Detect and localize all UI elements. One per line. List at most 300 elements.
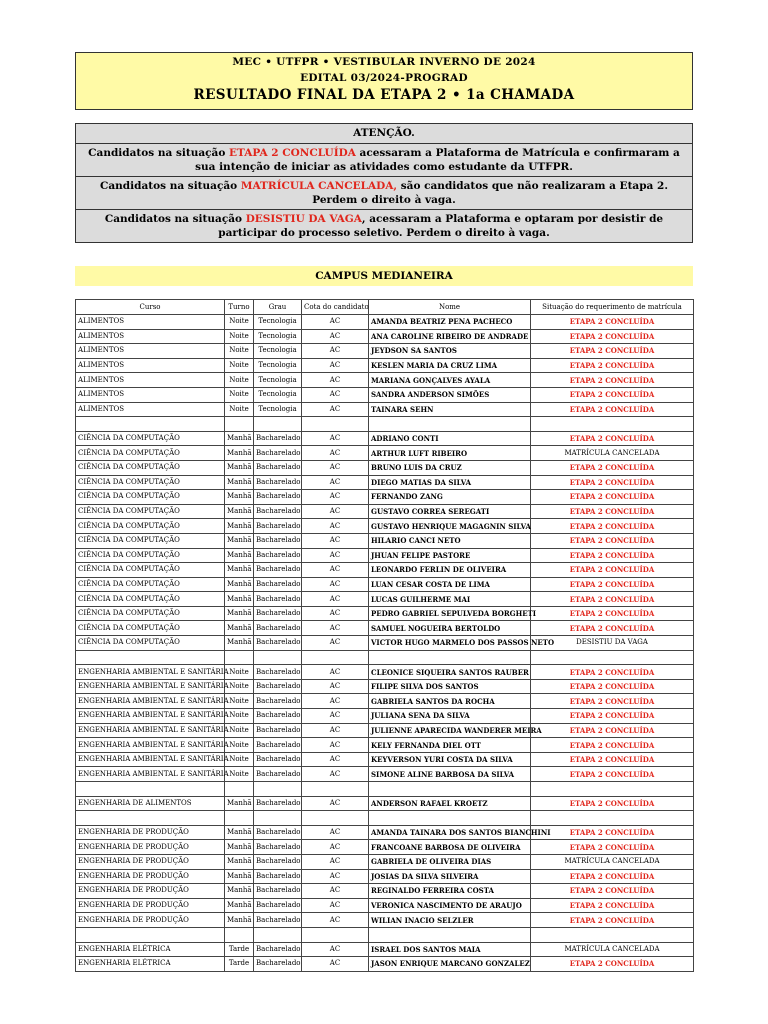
cell-cota: AC [302, 358, 369, 373]
cell-cota: AC [302, 957, 369, 972]
results-table-body [76, 315, 694, 972]
cell-grau: Bacharelado [254, 636, 302, 651]
table-spacer-row [76, 811, 694, 826]
cell-grau: Bacharelado [254, 679, 302, 694]
cell-cota: AC [302, 636, 369, 651]
cell-curso: ENGENHARIA AMBIENTAL E SANITÁRIA [76, 738, 225, 753]
cell-nome: JEYDSON SA SANTOS [369, 344, 531, 359]
cell-curso: ENGENHARIA DE PRODUÇÃO [76, 840, 225, 855]
cell-cota: AC [302, 504, 369, 519]
cell-nome: AMANDA BEATRIZ PENA PACHECO [369, 315, 531, 330]
table-row [76, 869, 694, 884]
cell-turno: Noite [225, 329, 254, 344]
cell-nome: ANDERSON RAFAEL KROETZ [369, 796, 531, 811]
empty-cell [254, 417, 302, 432]
empty-cell [76, 927, 225, 942]
cell-cota: AC [302, 592, 369, 607]
cell-turno: Manhã [225, 869, 254, 884]
notice-p2-status: MATRÍCULA CANCELADA, [240, 180, 398, 192]
cell-turno: Manhã [225, 898, 254, 913]
table-row [76, 431, 694, 446]
cell-turno: Tarde [225, 942, 254, 957]
table-row [76, 884, 694, 899]
cell-turno: Noite [225, 679, 254, 694]
cell-grau: Tecnologia [254, 402, 302, 417]
cell-grau: Bacharelado [254, 942, 302, 957]
cell-situacao: ETAPA 2 CONCLUÍDA [531, 329, 694, 344]
cell-turno: Noite [225, 665, 254, 680]
cell-grau: Bacharelado [254, 957, 302, 972]
cell-situacao: ETAPA 2 CONCLUÍDA [531, 533, 694, 548]
cell-grau: Bacharelado [254, 709, 302, 724]
cell-grau: Bacharelado [254, 548, 302, 563]
cell-curso: CIÊNCIA DA COMPUTAÇÃO [76, 563, 225, 578]
cell-situacao: ETAPA 2 CONCLUÍDA [531, 344, 694, 359]
cell-turno: Tarde [225, 957, 254, 972]
empty-cell [302, 927, 369, 942]
empty-cell [302, 782, 369, 797]
empty-cell [254, 650, 302, 665]
cell-curso: CIÊNCIA DA COMPUTAÇÃO [76, 606, 225, 621]
table-row [76, 577, 694, 592]
cell-nome: JULIENNE APARECIDA WANDERER MEIRA [369, 723, 531, 738]
column-header-curso: Curso [76, 300, 225, 315]
table-row [76, 446, 694, 461]
cell-situacao: ETAPA 2 CONCLUÍDA [531, 767, 694, 782]
empty-cell [531, 650, 694, 665]
cell-nome: FILIPE SILVA DOS SANTOS [369, 679, 531, 694]
cell-cota: AC [302, 431, 369, 446]
cell-situacao: ETAPA 2 CONCLUÍDA [531, 563, 694, 578]
cell-grau: Bacharelado [254, 490, 302, 505]
cell-curso: ALIMENTOS [76, 358, 225, 373]
cell-grau: Bacharelado [254, 884, 302, 899]
empty-cell [254, 782, 302, 797]
table-row [76, 636, 694, 651]
cell-nome: SANDRA ANDERSON SIMÕES [369, 387, 531, 402]
column-header-grau: Grau [254, 300, 302, 315]
cell-grau: Bacharelado [254, 606, 302, 621]
cell-cota: AC [302, 869, 369, 884]
cell-nome: GUSTAVO CORREA SEREGATI [369, 504, 531, 519]
empty-cell [225, 782, 254, 797]
cell-grau: Bacharelado [254, 533, 302, 548]
cell-curso: ENGENHARIA AMBIENTAL E SANITÁRIA [76, 723, 225, 738]
cell-grau: Tecnologia [254, 344, 302, 359]
cell-situacao: ETAPA 2 CONCLUÍDA [531, 460, 694, 475]
cell-turno: Manhã [225, 475, 254, 490]
cell-grau: Bacharelado [254, 592, 302, 607]
cell-nome: TAINARA SEHN [369, 402, 531, 417]
cell-nome: VICTOR HUGO MARMELO DOS PASSOS NETO [369, 636, 531, 651]
cell-curso: CIÊNCIA DA COMPUTAÇÃO [76, 475, 225, 490]
cell-cota: AC [302, 752, 369, 767]
cell-cota: AC [302, 490, 369, 505]
empty-cell [302, 650, 369, 665]
notice-p3-text: , acessaram a Plataforma e optaram por desistir de participar do processo seletivo. Perdem o direito à vaga. [218, 213, 664, 239]
cell-turno: Manhã [225, 460, 254, 475]
empty-cell [369, 782, 531, 797]
cell-grau: Bacharelado [254, 738, 302, 753]
cell-grau: Bacharelado [254, 898, 302, 913]
cell-curso: ENGENHARIA ELÉTRICA [76, 957, 225, 972]
cell-situacao: ETAPA 2 CONCLUÍDA [531, 869, 694, 884]
cell-nome: KEYVERSON YURI COSTA DA SILVA [369, 752, 531, 767]
cell-nome: ANA CAROLINE RIBEIRO DE ANDRADE [369, 329, 531, 344]
page-title: RESULTADO FINAL DA ETAPA 2 • 1a CHAMADA [193, 87, 575, 103]
cell-turno: Noite [225, 709, 254, 724]
document-header [75, 52, 693, 110]
empty-cell [369, 650, 531, 665]
cell-nome: JOSIAS DA SILVA SILVEIRA [369, 869, 531, 884]
cell-cota: AC [302, 402, 369, 417]
cell-situacao: ETAPA 2 CONCLUÍDA [531, 898, 694, 913]
table-row [76, 533, 694, 548]
header-line-1: MEC • UTFPR • VESTIBULAR INVERNO DE 2024 [232, 56, 536, 68]
cell-grau: Bacharelado [254, 460, 302, 475]
cell-curso: ENGENHARIA AMBIENTAL E SANITÁRIA [76, 767, 225, 782]
cell-cota: AC [302, 460, 369, 475]
cell-curso: CIÊNCIA DA COMPUTAÇÃO [76, 460, 225, 475]
cell-situacao: ETAPA 2 CONCLUÍDA [531, 665, 694, 680]
cell-nome: VERONICA NASCIMENTO DE ARAUJO [369, 898, 531, 913]
table-row [76, 679, 694, 694]
cell-nome: ADRIANO CONTI [369, 431, 531, 446]
notice-p3-status: DESISTIU DA VAGA [245, 213, 362, 225]
empty-cell [225, 650, 254, 665]
cell-cota: AC [302, 825, 369, 840]
notice-paragraph-cancelada [76, 176, 692, 209]
table-row [76, 796, 694, 811]
cell-turno: Manhã [225, 563, 254, 578]
cell-grau: Bacharelado [254, 665, 302, 680]
table-row [76, 957, 694, 972]
table-row [76, 694, 694, 709]
cell-turno: Noite [225, 358, 254, 373]
empty-cell [531, 417, 694, 432]
empty-cell [302, 811, 369, 826]
table-row [76, 358, 694, 373]
cell-situacao: ETAPA 2 CONCLUÍDA [531, 621, 694, 636]
cell-nome: KESLEN MARIA DA CRUZ LIMA [369, 358, 531, 373]
column-header-cota: Cota do candidato [302, 300, 369, 315]
cell-grau: Bacharelado [254, 431, 302, 446]
cell-turno: Manhã [225, 796, 254, 811]
empty-cell [225, 417, 254, 432]
table-row [76, 329, 694, 344]
cell-turno: Manhã [225, 533, 254, 548]
cell-cota: AC [302, 533, 369, 548]
cell-cota: AC [302, 519, 369, 534]
cell-nome: LUCAS GUILHERME MAI [369, 592, 531, 607]
cell-curso: ENGENHARIA DE PRODUÇÃO [76, 884, 225, 899]
cell-curso: CIÊNCIA DA COMPUTAÇÃO [76, 519, 225, 534]
cell-turno: Noite [225, 402, 254, 417]
cell-situacao: ETAPA 2 CONCLUÍDA [531, 796, 694, 811]
cell-turno: Noite [225, 752, 254, 767]
cell-cota: AC [302, 898, 369, 913]
table-row [76, 548, 694, 563]
table-row [76, 913, 694, 928]
empty-cell [531, 811, 694, 826]
table-row [76, 709, 694, 724]
cell-curso: ENGENHARIA DE PRODUÇÃO [76, 825, 225, 840]
cell-turno: Manhã [225, 592, 254, 607]
cell-curso: ENGENHARIA AMBIENTAL E SANITÁRIA [76, 694, 225, 709]
cell-nome: FRANCOANE BARBOSA DE OLIVEIRA [369, 840, 531, 855]
cell-curso: ENGENHARIA AMBIENTAL E SANITÁRIA [76, 752, 225, 767]
cell-curso: CIÊNCIA DA COMPUTAÇÃO [76, 592, 225, 607]
cell-grau: Bacharelado [254, 854, 302, 869]
table-spacer-row [76, 782, 694, 797]
cell-turno: Manhã [225, 913, 254, 928]
cell-grau: Tecnologia [254, 315, 302, 330]
notice-paragraph-desistiu [76, 209, 692, 242]
cell-curso: ENGENHARIA DE PRODUÇÃO [76, 869, 225, 884]
empty-cell [225, 811, 254, 826]
empty-cell [225, 927, 254, 942]
cell-turno: Manhã [225, 621, 254, 636]
column-header-situacao: Situação do requerimento de matrícula [531, 300, 694, 315]
cell-nome: AMANDA TAINARA DOS SANTOS BIANCHINI [369, 825, 531, 840]
table-spacer-row [76, 417, 694, 432]
results-table [75, 299, 694, 972]
cell-cota: AC [302, 679, 369, 694]
cell-curso: ENGENHARIA DE PRODUÇÃO [76, 898, 225, 913]
cell-nome: KELY FERNANDA DIEL OTT [369, 738, 531, 753]
cell-cota: AC [302, 373, 369, 388]
table-row [76, 344, 694, 359]
cell-nome: GUSTAVO HENRIQUE MAGAGNIN SILVA [369, 519, 531, 534]
table-row [76, 840, 694, 855]
table-row [76, 606, 694, 621]
table-row [76, 767, 694, 782]
cell-situacao: ETAPA 2 CONCLUÍDA [531, 577, 694, 592]
cell-turno: Noite [225, 315, 254, 330]
cell-situacao: ETAPA 2 CONCLUÍDA [531, 752, 694, 767]
empty-cell [369, 927, 531, 942]
cell-curso: CIÊNCIA DA COMPUTAÇÃO [76, 636, 225, 651]
cell-turno: Noite [225, 723, 254, 738]
cell-cota: AC [302, 548, 369, 563]
cell-curso: ALIMENTOS [76, 387, 225, 402]
cell-nome: GABRIELA SANTOS DA ROCHA [369, 694, 531, 709]
cell-nome: DIEGO MATIAS DA SILVA [369, 475, 531, 490]
header-line-2: EDITAL 03/2024-PROGRAD [300, 72, 468, 84]
cell-situacao: MATRÍCULA CANCELADA [531, 446, 694, 461]
cell-nome: GABRIELA DE OLIVEIRA DIAS [369, 854, 531, 869]
table-row [76, 942, 694, 957]
cell-cota: AC [302, 329, 369, 344]
cell-turno: Manhã [225, 606, 254, 621]
cell-turno: Manhã [225, 504, 254, 519]
cell-nome: FERNANDO ZANG [369, 490, 531, 505]
table-header-row [76, 300, 694, 315]
cell-cota: AC [302, 884, 369, 899]
table-row [76, 723, 694, 738]
cell-cota: AC [302, 913, 369, 928]
cell-turno: Noite [225, 387, 254, 402]
notice-p1-status: ETAPA 2 CONCLUÍDA [228, 147, 356, 159]
cell-situacao: ETAPA 2 CONCLUÍDA [531, 490, 694, 505]
cell-nome: MARIANA GONÇALVES AYALA [369, 373, 531, 388]
cell-cota: AC [302, 709, 369, 724]
cell-cota: AC [302, 446, 369, 461]
cell-grau: Bacharelado [254, 577, 302, 592]
cell-cota: AC [302, 767, 369, 782]
column-header-nome: Nome [369, 300, 531, 315]
empty-cell [369, 811, 531, 826]
cell-situacao: MATRÍCULA CANCELADA [531, 854, 694, 869]
notice-paragraph-concluida [76, 143, 692, 176]
cell-cota: AC [302, 387, 369, 402]
cell-turno: Manhã [225, 854, 254, 869]
cell-curso: ALIMENTOS [76, 329, 225, 344]
cell-turno: Manhã [225, 840, 254, 855]
cell-cota: AC [302, 344, 369, 359]
cell-grau: Bacharelado [254, 446, 302, 461]
cell-nome: JHUAN FELIPE PASTORE [369, 548, 531, 563]
cell-curso: ENGENHARIA AMBIENTAL E SANITÁRIA [76, 709, 225, 724]
cell-cota: AC [302, 942, 369, 957]
cell-situacao: ETAPA 2 CONCLUÍDA [531, 957, 694, 972]
empty-cell [254, 927, 302, 942]
cell-curso: CIÊNCIA DA COMPUTAÇÃO [76, 621, 225, 636]
cell-grau: Bacharelado [254, 519, 302, 534]
cell-turno: Noite [225, 767, 254, 782]
empty-cell [254, 811, 302, 826]
campus-heading: CAMPUS MEDIANEIRA [75, 266, 693, 286]
cell-grau: Bacharelado [254, 840, 302, 855]
cell-nome: BRUNO LUIS DA CRUZ [369, 460, 531, 475]
cell-turno: Noite [225, 738, 254, 753]
cell-nome: JULIANA SENA DA SILVA [369, 709, 531, 724]
cell-situacao: ETAPA 2 CONCLUÍDA [531, 315, 694, 330]
cell-curso: ENGENHARIA AMBIENTAL E SANITÁRIA [76, 665, 225, 680]
cell-grau: Bacharelado [254, 767, 302, 782]
cell-situacao: ETAPA 2 CONCLUÍDA [531, 723, 694, 738]
cell-situacao: ETAPA 2 CONCLUÍDA [531, 679, 694, 694]
cell-situacao: ETAPA 2 CONCLUÍDA [531, 825, 694, 840]
cell-nome: LUAN CESAR COSTA DE LIMA [369, 577, 531, 592]
table-row [76, 460, 694, 475]
cell-turno: Manhã [225, 884, 254, 899]
cell-turno: Manhã [225, 636, 254, 651]
cell-nome: ARTHUR LUFT RIBEIRO [369, 446, 531, 461]
cell-cota: AC [302, 621, 369, 636]
cell-nome: HILARIO CANCI NETO [369, 533, 531, 548]
cell-cota: AC [302, 694, 369, 709]
cell-curso: ALIMENTOS [76, 373, 225, 388]
cell-nome: JASON ENRIQUE MARCANO GONZALEZ [369, 957, 531, 972]
table-row [76, 665, 694, 680]
cell-grau: Bacharelado [254, 563, 302, 578]
cell-cota: AC [302, 563, 369, 578]
notice-title: ATENÇÃO. [76, 124, 692, 143]
table-row [76, 519, 694, 534]
empty-cell [531, 782, 694, 797]
cell-cota: AC [302, 577, 369, 592]
table-row [76, 854, 694, 869]
cell-nome: LEONARDO FERLIN DE OLIVEIRA [369, 563, 531, 578]
cell-situacao: ETAPA 2 CONCLUÍDA [531, 475, 694, 490]
cell-cota: AC [302, 854, 369, 869]
table-row [76, 752, 694, 767]
table-row [76, 563, 694, 578]
cell-nome: SIMONE ALINE BARBOSA DA SILVA [369, 767, 531, 782]
table-row [76, 373, 694, 388]
empty-cell [76, 417, 225, 432]
cell-curso: ALIMENTOS [76, 315, 225, 330]
notice-p3-prefix: Candidatos na situação [104, 213, 246, 225]
cell-grau: Bacharelado [254, 752, 302, 767]
cell-turno: Manhã [225, 490, 254, 505]
cell-grau: Tecnologia [254, 358, 302, 373]
table-row [76, 898, 694, 913]
cell-curso: CIÊNCIA DA COMPUTAÇÃO [76, 533, 225, 548]
cell-grau: Tecnologia [254, 387, 302, 402]
notice-p2-text: são candidatos que não realizaram a Etapa 2. Perdem o direito à vaga. [312, 180, 668, 206]
cell-grau: Bacharelado [254, 504, 302, 519]
cell-situacao: ETAPA 2 CONCLUÍDA [531, 431, 694, 446]
cell-situacao: ETAPA 2 CONCLUÍDA [531, 402, 694, 417]
empty-cell [302, 417, 369, 432]
notice-p2-prefix: Candidatos na situação [100, 180, 241, 192]
cell-curso: ENGENHARIA DE ALIMENTOS [76, 796, 225, 811]
cell-curso: ENGENHARIA ELÉTRICA [76, 942, 225, 957]
cell-turno: Noite [225, 373, 254, 388]
cell-situacao: ETAPA 2 CONCLUÍDA [531, 694, 694, 709]
notice-p1-prefix: Candidatos na situação [88, 147, 229, 159]
cell-curso: CIÊNCIA DA COMPUTAÇÃO [76, 504, 225, 519]
cell-grau: Tecnologia [254, 329, 302, 344]
table-row [76, 825, 694, 840]
cell-grau: Bacharelado [254, 475, 302, 490]
cell-curso: CIÊNCIA DA COMPUTAÇÃO [76, 577, 225, 592]
cell-curso: CIÊNCIA DA COMPUTAÇÃO [76, 490, 225, 505]
cell-situacao: ETAPA 2 CONCLUÍDA [531, 519, 694, 534]
cell-situacao: ETAPA 2 CONCLUÍDA [531, 548, 694, 563]
cell-grau: Bacharelado [254, 825, 302, 840]
notice-p1-text: acessaram a Plataforma de Matrícula e confirmaram a sua intenção de iniciar as atividades como estudante da UTFPR. [195, 147, 680, 173]
cell-cota: AC [302, 665, 369, 680]
table-row [76, 504, 694, 519]
table-spacer-row [76, 650, 694, 665]
cell-grau: Bacharelado [254, 694, 302, 709]
cell-curso: CIÊNCIA DA COMPUTAÇÃO [76, 446, 225, 461]
cell-cota: AC [302, 840, 369, 855]
cell-turno: Noite [225, 694, 254, 709]
empty-cell [531, 927, 694, 942]
empty-cell [76, 811, 225, 826]
cell-grau: Bacharelado [254, 796, 302, 811]
empty-cell [369, 417, 531, 432]
cell-curso: CIÊNCIA DA COMPUTAÇÃO [76, 548, 225, 563]
cell-turno: Manhã [225, 577, 254, 592]
table-row [76, 738, 694, 753]
cell-cota: AC [302, 796, 369, 811]
cell-situacao: ETAPA 2 CONCLUÍDA [531, 884, 694, 899]
cell-grau: Bacharelado [254, 869, 302, 884]
cell-nome: ISRAEL DOS SANTOS MAIA [369, 942, 531, 957]
cell-situacao: ETAPA 2 CONCLUÍDA [531, 387, 694, 402]
cell-curso: ALIMENTOS [76, 402, 225, 417]
cell-cota: AC [302, 606, 369, 621]
cell-grau: Bacharelado [254, 621, 302, 636]
cell-turno: Manhã [225, 431, 254, 446]
table-row [76, 592, 694, 607]
cell-nome: WILIAN INACIO SELZLER [369, 913, 531, 928]
